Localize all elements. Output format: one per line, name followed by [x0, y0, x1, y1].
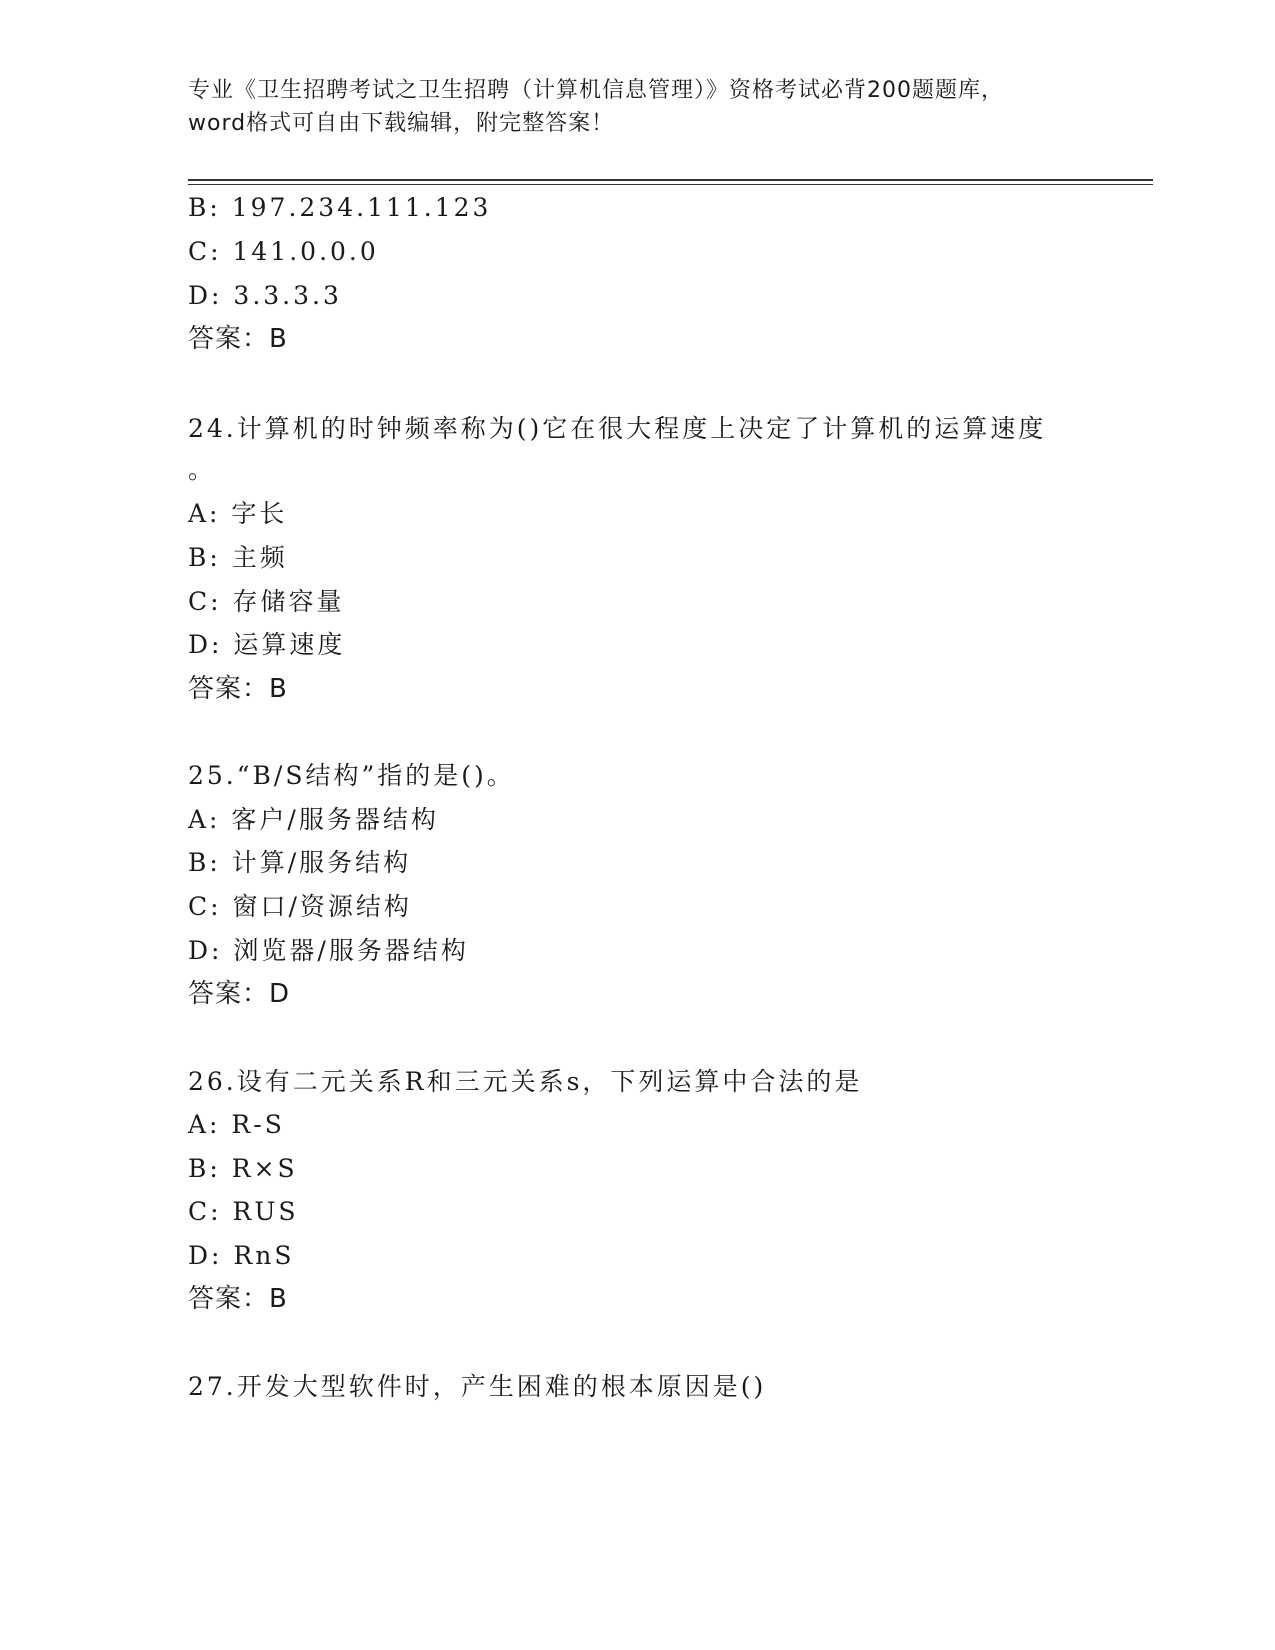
prev-option-c: C: 141.0.0.0 [188, 237, 379, 266]
q26-option-c: C: RUS [188, 1197, 299, 1226]
header-title-line-1: 专业《卫生招聘考试之卫生招聘（计算机信息管理）》资格考试必背200题题库， [188, 78, 1004, 103]
header-title-line-2: word格式可自由下载编辑，附完整答案！ [188, 111, 615, 136]
q25-option-a: A: 客户/服务器结构 [188, 805, 439, 834]
prev-answer: 答案：B [188, 324, 288, 354]
q26-option-a: A: R-S [188, 1110, 285, 1139]
q24-stem-line-2: 。 [188, 455, 217, 484]
q24-stem-line-1: 24.计算机的时钟频率称为()它在很大程度上决定了计算机的运算速度 [188, 414, 1047, 443]
document-header [188, 74, 1088, 140]
q26-option-d: D: RnS [188, 1241, 295, 1270]
prev-option-d: D: 3.3.3.3 [188, 281, 342, 310]
q24-option-d: D: 运算速度 [188, 630, 346, 659]
header-divider-thick [188, 179, 1153, 181]
q24-option-a: A: 字长 [188, 499, 288, 528]
q25-answer: 答案：D [188, 979, 291, 1009]
q25-option-c: C: 窗口/资源结构 [188, 892, 412, 921]
q27-stem: 27.开发大型软件时，产生困难的根本原因是() [188, 1372, 767, 1401]
q25-option-b: B: 计算/服务结构 [188, 848, 412, 877]
prev-option-b: B: 197.234.111.123 [188, 193, 492, 222]
q24-answer: 答案：B [188, 674, 288, 704]
q25-option-d: D: 浏览器/服务器结构 [188, 936, 469, 965]
q26-option-b: B: R×S [188, 1154, 298, 1183]
q26-answer: 答案：B [188, 1284, 288, 1314]
q26-stem: 26.设有二元关系R和三元关系s，下列运算中合法的是 [188, 1067, 863, 1096]
q24-option-b: B: 主频 [188, 543, 288, 572]
header-divider-thin [188, 184, 1153, 185]
q25-stem: 25.“B/S结构”指的是()。 [188, 761, 515, 790]
q24-option-c: C: 存储容量 [188, 587, 345, 616]
